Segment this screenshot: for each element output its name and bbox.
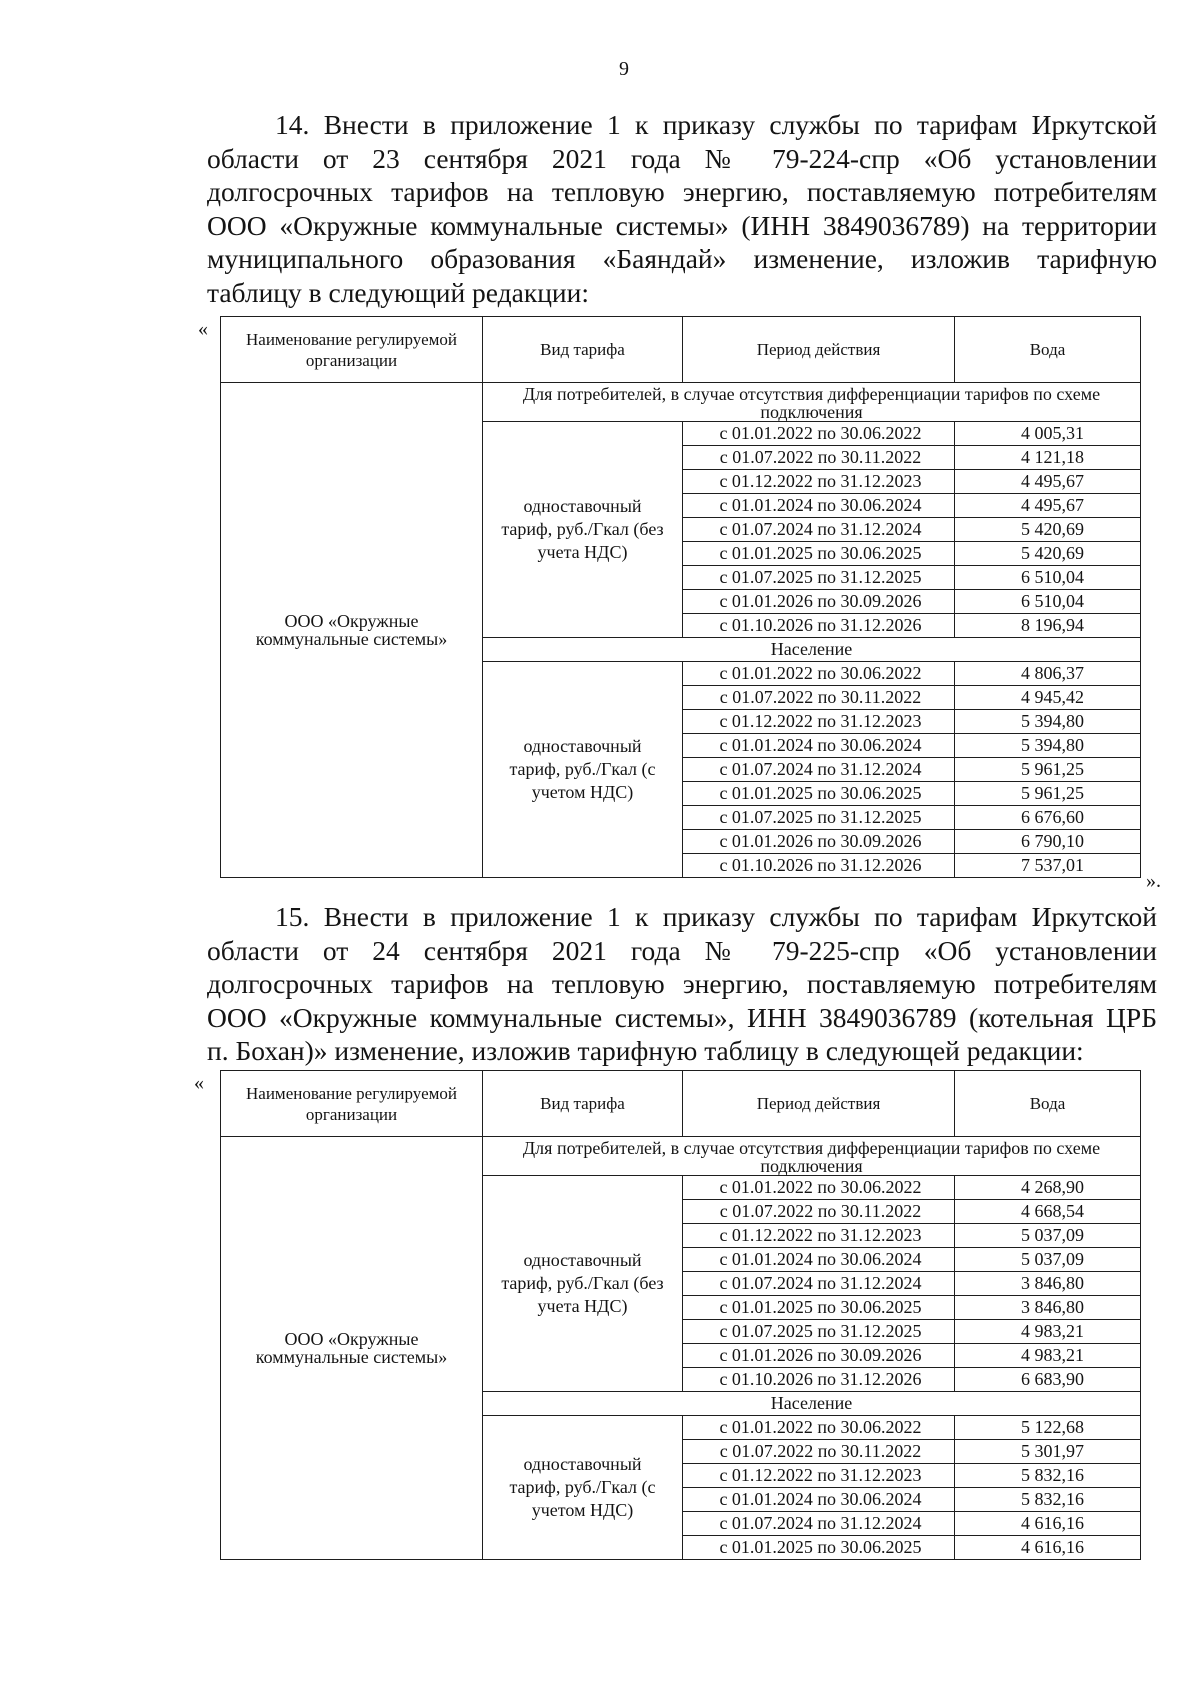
table-close-quote: ». (1146, 870, 1161, 892)
value-cell: 6 510,04 (955, 590, 1141, 614)
value-cell: 4 668,54 (955, 1200, 1141, 1224)
period-cell: с 01.01.2025 по 30.06.2025 (683, 1536, 955, 1560)
value-cell: 4 945,42 (955, 686, 1141, 710)
value-cell: 5 961,25 (955, 758, 1141, 782)
header-org-name: Наименование регулируемой организации (221, 1071, 483, 1137)
value-cell: 4 121,18 (955, 446, 1141, 470)
period-cell: с 01.07.2022 по 30.11.2022 (683, 446, 955, 470)
header-tariff-kind: Вид тарифа (483, 317, 683, 383)
period-cell: с 01.01.2025 по 30.06.2025 (683, 782, 955, 806)
value-cell: 5 832,16 (955, 1464, 1141, 1488)
period-cell: с 01.07.2022 по 30.11.2022 (683, 1200, 955, 1224)
paragraph-line: области от 23 сентября 2021 года № 79-224-спр «Об установлении (207, 142, 1157, 174)
value-cell: 5 961,25 (955, 782, 1141, 806)
period-cell: с 01.07.2025 по 31.12.2025 (683, 1320, 955, 1344)
period-cell: с 01.01.2024 по 30.06.2024 (683, 1248, 955, 1272)
table-header-row (221, 317, 1141, 383)
period-cell: с 01.01.2026 по 30.09.2026 (683, 830, 955, 854)
period-cell: с 01.01.2022 по 30.06.2022 (683, 662, 955, 686)
value-cell: 6 790,10 (955, 830, 1141, 854)
period-cell: с 01.07.2024 по 31.12.2024 (683, 758, 955, 782)
value-cell: 6 510,04 (955, 566, 1141, 590)
tariff-kind-cell: одноставочный тариф, руб./Гкал (с учетом НДС) (483, 1416, 683, 1560)
period-cell: с 01.01.2025 по 30.06.2025 (683, 1296, 955, 1320)
period-cell: с 01.12.2022 по 31.12.2023 (683, 470, 955, 494)
tariff-kind-cell: одноставочный тариф, руб./Гкал (без учета НДС) (483, 422, 683, 638)
period-cell: с 01.07.2024 по 31.12.2024 (683, 518, 955, 542)
header-tariff-kind: Вид тарифа (483, 1071, 683, 1137)
paragraph-line: ООО «Окружные коммунальные системы», ИНН 3849036789 (котельная ЦРБ (207, 1001, 1157, 1033)
period-cell: с 01.01.2022 по 30.06.2022 (683, 1176, 955, 1200)
group-title-population: Население (483, 638, 1141, 662)
paragraph-line: 14. Внести в приложение 1 к приказу службы по тарифам Иркутской (275, 109, 1157, 140)
period-cell: с 01.07.2025 по 31.12.2025 (683, 806, 955, 830)
page-number: 9 (619, 58, 629, 80)
table-open-quote: « (194, 1072, 204, 1094)
group-title-consumers: Для потребителей, в случае отсутствия дифференциации тарифов по схеме подключения (483, 1137, 1141, 1176)
value-cell: 5 394,80 (955, 734, 1141, 758)
paragraph-line: долгосрочных тарифов на тепловую энергию, поставляемую потребителям (207, 176, 1157, 208)
paragraph-line: муниципального образования «Баяндай» изменение, изложив тарифную (207, 243, 1157, 275)
value-cell: 3 846,80 (955, 1296, 1141, 1320)
value-cell: 4 495,67 (955, 470, 1141, 494)
period-cell: с 01.01.2026 по 30.09.2026 (683, 1344, 955, 1368)
value-cell: 3 846,80 (955, 1272, 1141, 1296)
period-cell: с 01.01.2026 по 30.09.2026 (683, 590, 955, 614)
header-period: Период действия (683, 317, 955, 383)
value-cell: 5 420,69 (955, 518, 1141, 542)
paragraph-line: таблицу в следующий редакции: (207, 276, 589, 308)
paragraph-line: ООО «Окружные коммунальные системы» (ИНН 3849036789) на территории (207, 209, 1157, 241)
value-cell: 4 268,90 (955, 1176, 1141, 1200)
value-cell: 5 037,09 (955, 1224, 1141, 1248)
period-cell: с 01.01.2024 по 30.06.2024 (683, 1488, 955, 1512)
period-cell: с 01.07.2025 по 31.12.2025 (683, 566, 955, 590)
org-name-cell: ООО «Окружные коммунальные системы» (221, 383, 483, 878)
period-cell: с 01.07.2024 по 31.12.2024 (683, 1512, 955, 1536)
header-period: Период действия (683, 1071, 955, 1137)
period-cell: с 01.12.2022 по 31.12.2023 (683, 710, 955, 734)
period-cell: с 01.01.2025 по 30.06.2025 (683, 542, 955, 566)
period-cell: с 01.12.2022 по 31.12.2023 (683, 1464, 955, 1488)
value-cell: 6 676,60 (955, 806, 1141, 830)
group-title-population: Население (483, 1392, 1141, 1416)
group-title-row (221, 1137, 1141, 1176)
period-cell: с 01.07.2022 по 30.11.2022 (683, 1440, 955, 1464)
value-cell: 5 420,69 (955, 542, 1141, 566)
tariff-kind-cell: одноставочный тариф, руб./Гкал (без учета НДС) (483, 1176, 683, 1392)
period-cell: с 01.01.2022 по 30.06.2022 (683, 422, 955, 446)
section-15-paragraph (207, 900, 1157, 1068)
paragraph-line: 15. Внести в приложение 1 к приказу службы по тарифам Иркутской (275, 901, 1157, 932)
period-cell: с 01.01.2022 по 30.06.2022 (683, 1416, 955, 1440)
value-cell: 5 122,68 (955, 1416, 1141, 1440)
header-org-name: Наименование регулируемой организации (221, 317, 483, 383)
period-cell: с 01.10.2026 по 31.12.2026 (683, 1368, 955, 1392)
value-cell: 5 394,80 (955, 710, 1141, 734)
header-water-value: Вода (955, 1071, 1141, 1137)
value-cell: 4 983,21 (955, 1320, 1141, 1344)
period-cell: с 01.07.2024 по 31.12.2024 (683, 1272, 955, 1296)
table-open-quote: « (198, 318, 208, 340)
group-title-consumers: Для потребителей, в случае отсутствия дифференциации тарифов по схеме подключения (483, 383, 1141, 422)
tariff-kind-cell: одноставочный тариф, руб./Гкал (с учетом НДС) (483, 662, 683, 878)
tariff-table-14 (220, 316, 1141, 878)
value-cell: 5 832,16 (955, 1488, 1141, 1512)
period-cell: с 01.01.2024 по 30.06.2024 (683, 734, 955, 758)
paragraph-line: долгосрочных тарифов на тепловую энергию, поставляемую потребителям (207, 968, 1157, 1000)
value-cell: 8 196,94 (955, 614, 1141, 638)
org-name-cell: ООО «Окружные коммунальные системы» (221, 1137, 483, 1560)
value-cell: 4 495,67 (955, 494, 1141, 518)
group-title-row (221, 383, 1141, 422)
period-cell: с 01.07.2022 по 30.11.2022 (683, 686, 955, 710)
period-cell: с 01.10.2026 по 31.12.2026 (683, 614, 955, 638)
paragraph-line: п. Бохан)» изменение, изложив тарифную таблицу в следующей редакции: (207, 1035, 1084, 1067)
table-header-row (221, 1071, 1141, 1137)
header-water-value: Вода (955, 317, 1141, 383)
value-cell: 5 301,97 (955, 1440, 1141, 1464)
value-cell: 6 683,90 (955, 1368, 1141, 1392)
section-14-paragraph (207, 108, 1157, 310)
value-cell: 4 983,21 (955, 1344, 1141, 1368)
period-cell: с 01.01.2024 по 30.06.2024 (683, 494, 955, 518)
value-cell: 7 537,01 (955, 854, 1141, 878)
period-cell: с 01.10.2026 по 31.12.2026 (683, 854, 955, 878)
value-cell: 4 616,16 (955, 1512, 1141, 1536)
value-cell: 4 005,31 (955, 422, 1141, 446)
period-cell: с 01.12.2022 по 31.12.2023 (683, 1224, 955, 1248)
paragraph-line: области от 24 сентября 2021 года № 79-225-спр «Об установлении (207, 934, 1157, 966)
tariff-table-15 (220, 1070, 1141, 1560)
value-cell: 5 037,09 (955, 1248, 1141, 1272)
value-cell: 4 616,16 (955, 1536, 1141, 1560)
value-cell: 4 806,37 (955, 662, 1141, 686)
